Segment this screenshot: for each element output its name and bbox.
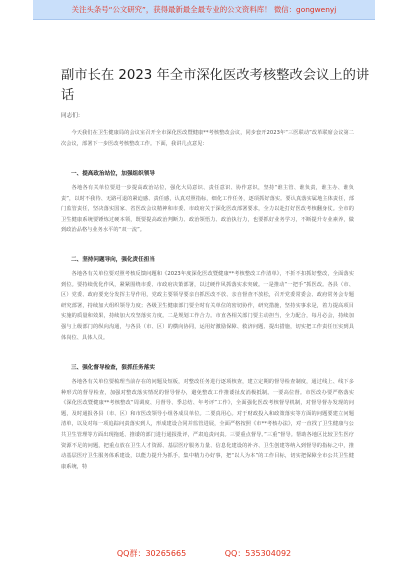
section-1-heading: 一、提高政治站位，加强组织领导: [71, 171, 155, 177]
intro-paragraph: 今天我们在卫生健康局的会议室召开全市深化医改暨健康**考核整改会议，同步套开2023年“三医联动”改革联席会议第二次会议，部署下一步医改考核整改工作。下面，我讲几点意见：: [61, 130, 354, 147]
section-3-block: [61, 377, 354, 537]
intro-block: [61, 128, 354, 160]
qq-contact-text: QQ：535304092: [224, 549, 292, 558]
title-line-1: 副市长在 2023 年全市深化医改考核整改会议上的讲: [61, 68, 370, 83]
qq-group-text: QQ群：30265665: [116, 549, 187, 558]
section-2-paragraph: 各地各有关单位要对照考核反馈问题和《2023年度深化医改暨健康**考核整改工作清单》，不折不扣抓好整改，全面落实到位。要持续优化作风，紧紧围绕市委、市政府决策部署，以过硬作风抓落实求突破。一是推动“一把手”抓医改。各县（市、区）党委、政府要充分发挥主导作用，党政主要领导要亲自抓医改不放、亲自督查不放松，召开党委常委会、政府常务会专题研究部署，持续加大组织领导力度；各级卫生健康部门要全时有关单位的密切协作，研究措施，坚持实事求是，着力提高项目实施的质量和效果，持续加大攻坚落实力度。二是规划工作合力。市直各相关部门要主动担当，全力配合，每月必会，持续加强与上级部门的纵向沟通，与各县（市、区）的横向协同，运用好激励保障、救济问题、提出措施，切实把工作责任压实到具体岗位、具体人员。: [61, 271, 354, 341]
salutation: 同志们：: [61, 113, 84, 119]
section-1-block: [61, 183, 354, 247]
promo-banner: 关注头条号“公文研究”，获得最新最全最专业的公文资料库！ 微信：gongwenyj: [33, 0, 375, 20]
contact-footer: [0, 546, 408, 562]
title-line-2: 话: [61, 88, 75, 103]
section-3-paragraph: 各地各有关单位要梳理当前存在的问题及短板，对整改任务进行逐项核查，建立定期的督导检查制度，通过线上、线下多种形式的督导检查，加强对整改落实情况的督导督办，避免整改工作推诿扯皮消极抵制。一要高位督。市医改办要严格落实《深化医改暨健康**考核整改“周调度、月督导、季总结、年考评”工作》，全面强化医改考核督导机制，对督导督办发现的问题，及时通报各县（市、区）和市医改领导小组各成员单位。二要真用心。对于财政投入和政策落实等方面的问题要建立问题清单，以及对每一项追踪问责落实到人，形成建设合同并监管进展，全面严格按照《市**考核办法》，对一直找了卫生健康与公共卫生管理等方面出现拖延、推诿的部门进行通报批评，严肃追责问责。三要重点督导。”三重”督导。帮助各地区比较卫生医疗资源不足的问题，把重点放在卫生人才资源、基层医疗服务力量、信息化建设的补齐、卫生创建等纳入到督导的指标之中，推动基层医疗卫生服务体系建设，以能力提升为抓手，集中精力办好事，把“以人为本”的工作目标，切实把保障全市公共卫生健康系统，特: [61, 379, 354, 470]
document-title: [61, 66, 370, 106]
section-3-heading: 三、强化督导检查，狠抓任务落实: [71, 365, 155, 371]
section-2-block: [61, 269, 354, 355]
section-2-heading: 二、坚持问题导向，强化责任担当: [71, 257, 155, 263]
section-1-paragraph: 各地各有关单位要进一步提高政治站位，强化大局意识、责任意识、协作意识，坚持“谁主管、谁负责，谁主办、谁负责”，以时不我待、无路可退的紧迫感、责任感，认真对照指标，细化工作任务，逐项抓好落实。要认真落实属地主体责任，部门监管责任，坚决落实国家、省医改会议精神和市委、市政府关于深化医改部署要求，全力以赴打好医改考核翻身仗。全市的卫生健康系统要锤炼过硬本领，既要提高政治判断力、政治领悟力、政治执行力，也要抓好业务学习，不断提升专业素养，做到政治品格与业务水平的“双一流”。: [61, 185, 354, 234]
